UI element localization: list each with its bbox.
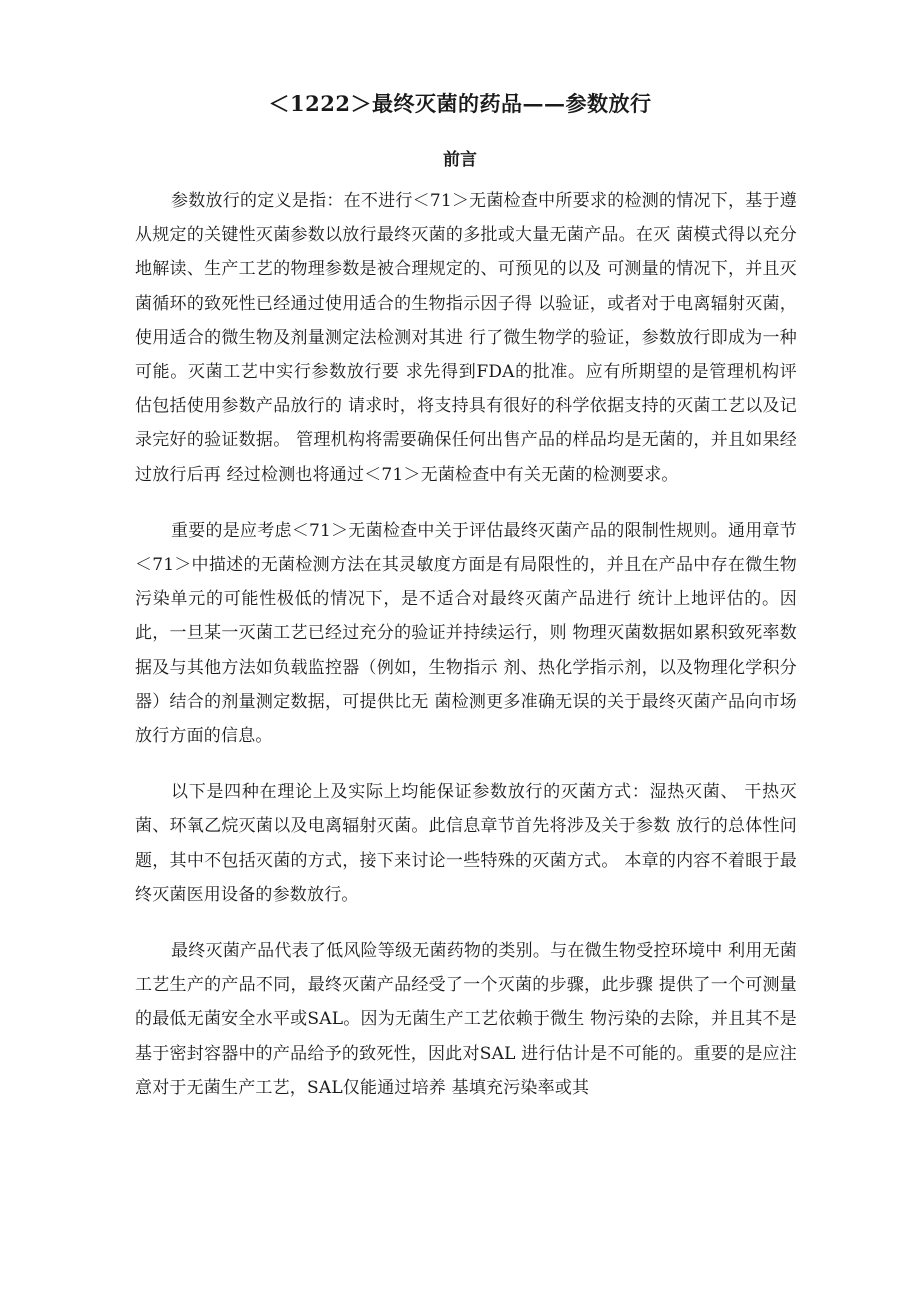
- paragraph: 最终灭菌产品代表了低风险等级无菌药物的类别。与在微生物受控环境中 利用无菌工艺生产的产品不同，最终灭菌产品经受了一个灭菌的步骤，此步骤 提供了一个可测量的最低无菌安全水平或SAL。因为无菌生产工艺依赖于微生 物污染的去除，并且其不是基于密封容器中的产品给予的致死性，因此对SAL 进行估计是不可能的。重要的是应注意对于无菌生产工艺，SAL仅能通过培养 基填充污染率或其: [135, 941, 797, 1098]
- paragraph: 以下是四种在理论上及实际上均能保证参数放行的灭菌方式：湿热灭菌、 干热灭菌、环氧乙烷灭菌以及电离辐射灭菌。此信息章节首先将涉及关于参数 放行的总体性问题，其中不包括灭菌的方式，接下来讨论一些特殊的灭菌方式。 本章的内容不着眼于最终灭菌医用设备的参数放行。: [135, 782, 797, 905]
- section-heading: 前言: [443, 150, 477, 170]
- paragraph: 参数放行的定义是指：在不进行＜71＞无菌检查中所要求的检测的情况下，基于遵从规定的关键性灭菌参数以放行最终灭菌的多批或大量无菌产品。在灭 菌模式得以充分地解读、生产工艺的物理参数是被合理规定的、可预见的以及 可测量的情况下，并且灭菌循环的致死性已经通过使用适合的生物指示因子得 以验证，或者对于电离辐射灭菌，使用适合的微生物及剂量测定法检测对其进 行了微生物学的验证，参数放行即成为一种可能。灭菌工艺中实行参数放行要 求先得到FDA的批准。应有所期望的是管理机构评估包括使用参数产品放行的 请求时，将支持具有很好的科学依据支持的灭菌工艺以及记录完好的验证数据。 管理机构将需要确保任何出售产品的样品均是无菌的，并且如果经过放行后再 经过检测也将通过＜71＞无菌检查中有关无菌的检测要求。: [135, 191, 797, 485]
- document-body: [135, 184, 797, 1127]
- paragraph: 重要的是应考虑＜71＞无菌检查中关于评估最终灭菌产品的限制性规则。通用章节＜71＞中描述的无菌检测方法在其灵敏度方面是有局限性的，并且在产品中存在微生物污染单元的可能性极低的情况下，是不适合对最终灭菌产品进行 统计上地评估的。因此，一旦某一灭菌工艺已经过充分的验证并持续运行，则 物理灭菌数据如累积致死率数据及与其他方法如负载监控器（例如，生物指示 剂、热化学指示剂，以及物理化学积分器）结合的剂量测定数据，可提供比无 菌检测更多准确无误的关于最终灭菌产品向市场放行方面的信息。: [135, 520, 797, 747]
- document-title: ＜1222＞最终灭菌的药品——参数放行: [268, 91, 652, 116]
